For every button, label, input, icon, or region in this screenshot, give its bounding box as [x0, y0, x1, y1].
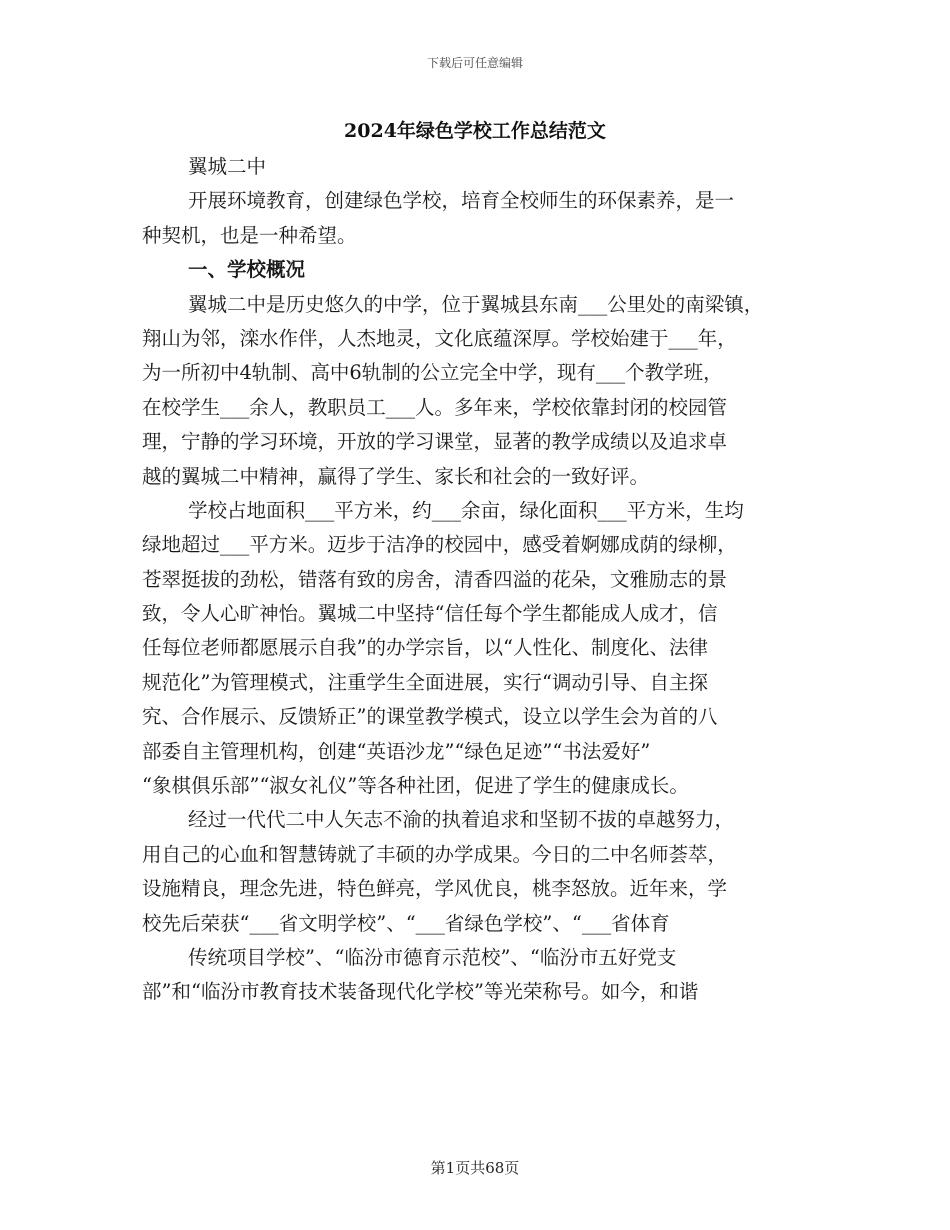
paragraph-line: 越的翼城二中精神，赢得了学生、家长和社会的一致好评。	[142, 464, 650, 488]
paragraph-line: 究、合作展示、反馈矫正”的课堂教学模式，设立以学生会为首的八	[142, 705, 718, 729]
paragraph-line: 学校占地面积___平方米，约___余亩，绿化面积___平方米，生均	[188, 498, 744, 522]
paragraph-line: 开展环境教育，创建绿色学校，培育全校师生的环保素养，是一	[188, 189, 735, 213]
document-body	[142, 150, 807, 1010]
header-note: 下载后可任意编辑	[426, 56, 523, 70]
paragraph-line: 翔山为邻，滦水作伴，人杰地灵，文化底蕴深厚。学校始建于___年，	[142, 326, 737, 350]
author-line: 翼城二中	[188, 155, 267, 178]
paragraph-line: 部”和“临汾市教育技术装备现代化学校”等光荣称号。如今，和谐	[142, 980, 699, 1004]
paragraph-line: 任每位老师都愿展示自我”的办学宗旨，以“人性化、制度化、法律	[142, 636, 708, 660]
paragraph-line: 在校学生___余人，教职员工___人。多年来，学校依靠封闭的校园管	[142, 395, 728, 419]
section-heading: 一、学校概况	[188, 258, 306, 282]
paragraph-line: 部委自主管理机构，创建“英语沙龙”“绿色足迹”“书法爱好”	[142, 739, 651, 763]
paragraph-line: 经过一代代二中人矢志不渝的执着追求和坚韧不拔的卓越努力，	[188, 808, 735, 832]
paragraph-line: 校先后荣获“___省文明学校”、“___省绿色学校”、“___省体育	[142, 911, 670, 935]
paragraph-line: 致，令人心旷神怡。翼城二中坚持“信任每个学生都能成人成才，信	[142, 602, 718, 626]
paragraph-line: 苍翠挺拔的劲松，错落有致的房舍，清香四溢的花朵，文雅励志的景	[142, 567, 728, 591]
paragraph-line: 绿地超过___平方米。迈步于洁净的校园中，感受着婀娜成荫的绿柳，	[142, 533, 737, 557]
paragraph-line: 用自己的心血和智慧铸就了丰硕的办学成果。今日的二中名师荟萃，	[142, 842, 728, 866]
paragraph-line: 设施精良，理念先进，特色鲜亮，学风优良，桃李怒放。近年来，学	[142, 877, 728, 901]
paragraph-line: 种契机，也是一种希望。	[142, 223, 357, 247]
document-title: 2024年绿色学校工作总结范文	[344, 120, 606, 142]
paragraph-line: “象棋俱乐部”“淑女礼仪”等各种社团，促进了学生的健康成长。	[142, 774, 689, 798]
page-footer: 第1页共68页	[430, 1159, 520, 1177]
paragraph-line: 翼城二中是历史悠久的中学，位于翼城县东南___公里处的南梁镇，	[188, 292, 764, 316]
paragraph-line: 传统项目学校”、“临汾市德育示范校”、“临汾市五好党支	[188, 945, 677, 969]
paragraph-line: 理，宁静的学习环境，开放的学习课堂，显著的教学成绩以及追求卓	[142, 430, 728, 454]
paragraph-line: 为一所初中4轨制、高中6轨制的公立完全中学，现有___个教学班，	[142, 361, 723, 385]
paragraph-line: 规范化”为管理模式，注重学生全面进展，实行“调动引导、自主探	[142, 670, 708, 694]
